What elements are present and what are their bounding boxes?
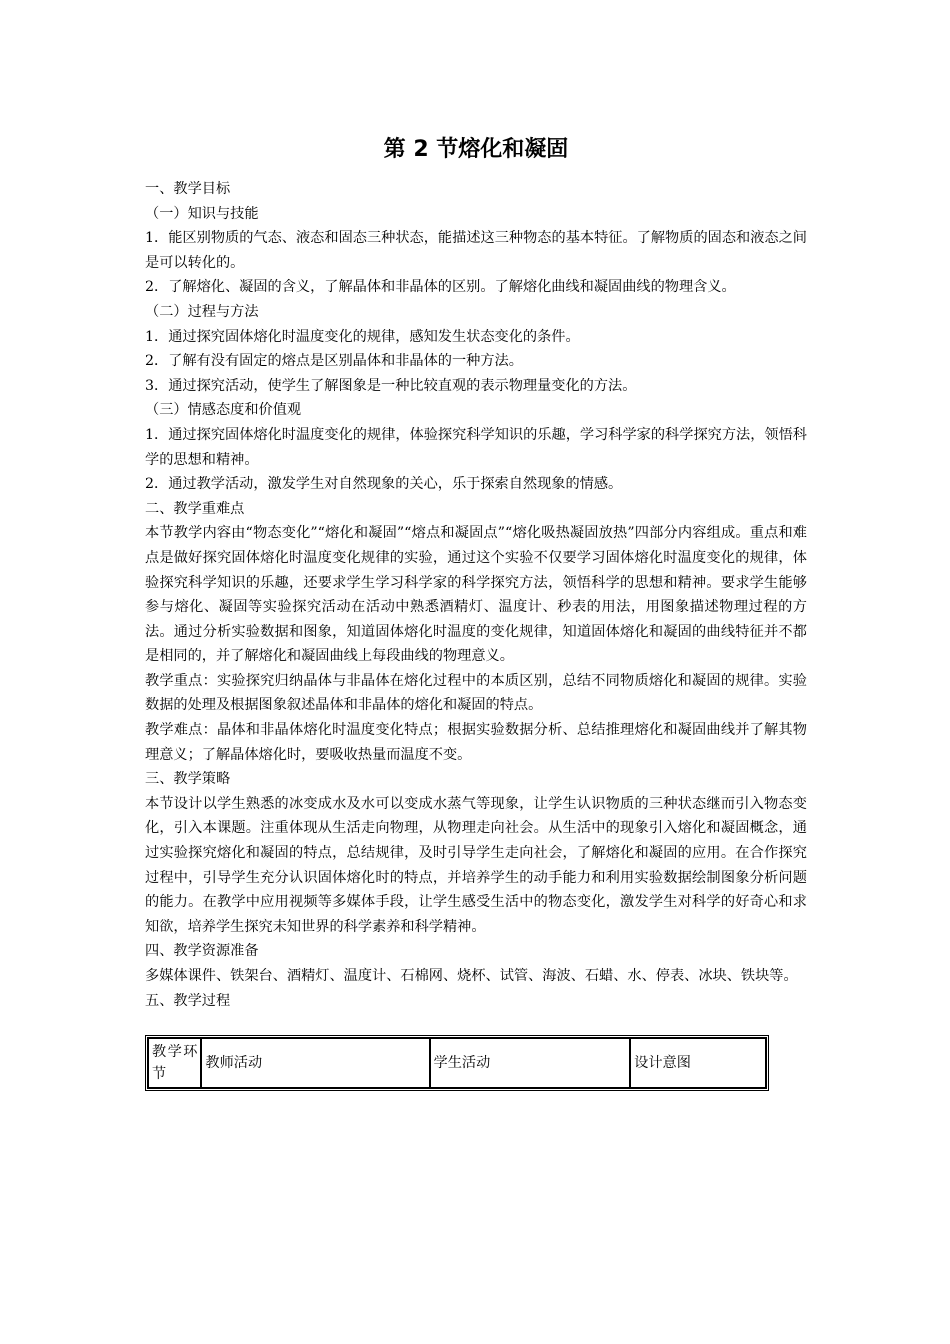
paragraph: 多媒体课件、铁架台、酒精灯、温度计、石棉网、烧杯、试管、海波、石蜡、水、停表、冰块、铁块等。 — [145, 968, 798, 984]
table-header-cell: 学生活动 — [430, 1038, 631, 1088]
table-header-cell: 教师活动 — [201, 1038, 429, 1088]
paragraph: 2．了解熔化、凝固的含义，了解晶体和非晶体的区别。了解熔化曲线和凝固曲线的物理含义。 — [145, 279, 736, 296]
paragraph: 2．了解有没有固定的熔点是区别晶体和非晶体的一种方法。 — [145, 353, 523, 370]
section-heading: 三、教学策略 — [145, 771, 231, 788]
subsection-heading: （二）过程与方法 — [145, 303, 259, 320]
paragraph: 本节教学内容由“物态变化”“熔化和凝固”“熔点和凝固点”“熔化吸热凝固放热”四部分内容组成。重点和难点是做好探究固体熔化时温度变化规律的实验，通过这个实验不仅要学习固体熔化时温度变化的规律，体验探究科学知识的乐趣，还要求学生学习科学家的科学探究方法，领悟科学的思想和精神。要求学生能够参与熔化、凝固等实验探究活动在活动中熟悉酒精灯、温度计、秒表的用法，用图象描述物理过程的方法。通过分析实验数据和图象，知道固体熔化时温度的变化规律，知道固体熔化和凝固的曲线特征并不都是相同的，并了解熔化和凝固曲线上每段曲线的物理意义。 — [145, 525, 807, 665]
document-page — [145, 135, 807, 1091]
paragraph: 1．通过探究固体熔化时温度变化的规律，感知发生状态变化的条件。 — [145, 328, 580, 345]
table-header-cell: 教学环节 — [148, 1038, 201, 1088]
paragraph: 1．能区别物质的气态、液态和固态三种状态，能描述这三种物态的基本特征。了解物质的固态和液态之间是可以转化的。 — [145, 230, 807, 271]
paragraph: 3．通过探究活动，使学生了解图象是一种比较直观的表示物理量变化的方法。 — [145, 377, 637, 394]
paragraph: 教学重点：实验探究归纳晶体与非晶体在熔化过程中的本质区别，总结不同物质熔化和凝固的规律。实验数据的处理及根据图象叙述晶体和非晶体的熔化和凝固的特点。 — [145, 672, 807, 714]
section-heading: 一、教学目标 — [145, 181, 231, 197]
document-title: 第 2 节熔化和凝固 — [383, 137, 569, 162]
paragraph: 1．通过探究固体熔化时温度变化的规律，体验探究科学知识的乐趣，学习科学家的科学探究方法，领悟科学的思想和精神。 — [145, 426, 807, 468]
subsection-heading: （一）知识与技能 — [145, 205, 259, 222]
section-heading: 四、教学资源准备 — [145, 943, 259, 960]
section-heading: 二、教学重难点 — [145, 500, 245, 517]
paragraph: 教学难点：晶体和非晶体熔化时温度变化特点；根据实验数据分析、总结推理熔化和凝固曲线并了解其物理意义；了解晶体熔化时，要吸收热量而温度不变。 — [145, 722, 807, 763]
table-header-row — [148, 1038, 766, 1088]
subsection-heading: （三）情感态度和价值观 — [145, 402, 302, 419]
process-table — [145, 1035, 769, 1091]
table-header-cell: 设计意图 — [630, 1038, 766, 1088]
paragraph: 2．通过教学活动，激发学生对自然现象的关心，乐于探索自然现象的情感。 — [145, 476, 623, 493]
section-heading: 五、教学过程 — [145, 992, 231, 1009]
paragraph: 本节设计以学生熟悉的冰变成水及水可以变成水蒸气等现象，让学生认识物质的三种状态继而引入物态变化，引入本课题。注重体现从生活走向物理，从物理走向社会。从生活中的现象引入熔化和凝固概念，通过实验探究熔化和凝固的特点，总结规律，及时引导学生走向社会，了解熔化和凝固的应用。在合作探究过程中，引导学生充分认识固体熔化时的特点，并培养学生的动手能力和利用实验数据绘制图象分析问题的能力。在教学中应用视频等多媒体手段，让学生感受生活中的物态变化，激发学生对科学的好奇心和求知欲，培养学生探究未知世界的科学素养和科学精神。 — [145, 795, 807, 935]
